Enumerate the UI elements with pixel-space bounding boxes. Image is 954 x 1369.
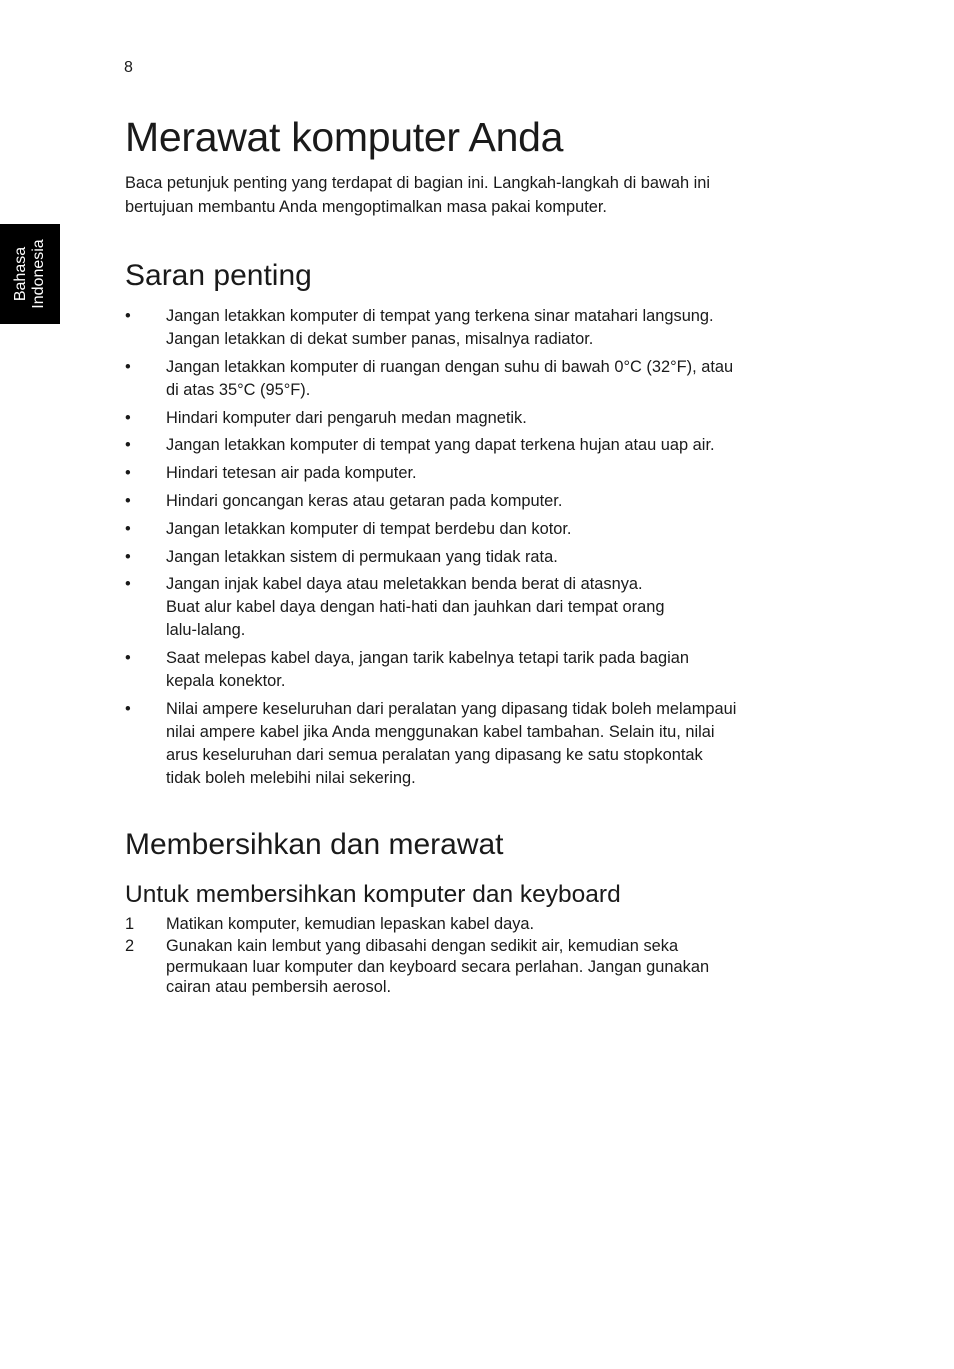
bullet-symbol: • bbox=[125, 699, 131, 718]
bullet-item bbox=[125, 518, 815, 541]
bullet-item-text: Hindari komputer dari pengaruh medan magnetik. bbox=[166, 408, 527, 427]
bullet-item bbox=[125, 546, 815, 569]
bullet-item bbox=[125, 573, 815, 642]
bullet-item-text: Hindari goncangan keras atau getaran pada komputer. bbox=[166, 491, 563, 510]
step-text: cairan atau pembersih aerosol. bbox=[166, 978, 392, 997]
bullet-symbol: • bbox=[125, 357, 131, 376]
bullet-item-text: Jangan letakkan komputer di tempat yang terkena sinar matahari langsung. bbox=[166, 307, 714, 325]
bullet-item-text: Jangan letakkan di dekat sumber panas, misalnya radiator. bbox=[166, 330, 594, 348]
bullet-symbol: • bbox=[125, 649, 131, 668]
saran-bullet-list bbox=[125, 305, 815, 790]
bullet-item bbox=[125, 434, 815, 457]
bullet-item-text: Jangan letakkan komputer di ruangan dengan suhu di bawah 0°C (32°F), atau bbox=[166, 357, 734, 376]
page-title: Merawat komputer Anda bbox=[125, 114, 564, 160]
bullet-item bbox=[125, 490, 815, 513]
bullet-item-text: arus keseluruhan dari semua peralatan yang dipasang ke satu stopkontak bbox=[166, 745, 703, 764]
language-tab-line-1: Bahasa bbox=[12, 246, 29, 302]
bullet-item-text: Hindari tetesan air pada komputer. bbox=[166, 464, 417, 483]
bullet-item-text: Buat alur kabel daya dengan hati-hati dan jauhkan dari tempat orang bbox=[166, 598, 665, 617]
bullet-item-text: tidak boleh melebihi nilai sekering. bbox=[166, 768, 416, 787]
bullet-item-text: Saat melepas kabel daya, jangan tarik kabelnya tetapi tarik pada bagian bbox=[166, 649, 690, 668]
bullet-symbol: • bbox=[125, 519, 131, 538]
subsection-heading-keyboard: Untuk membersihkan komputer dan keyboard bbox=[125, 880, 621, 908]
bullet-symbol: • bbox=[125, 491, 131, 510]
bullet-item-text: Jangan letakkan sistem di permukaan yang tidak rata. bbox=[166, 547, 558, 566]
bullet-symbol: • bbox=[125, 547, 131, 566]
bullet-symbol: • bbox=[125, 464, 131, 483]
bullet-symbol: • bbox=[125, 575, 131, 594]
step-item bbox=[125, 914, 815, 935]
page-content bbox=[125, 112, 815, 1000]
step-text: permukaan luar komputer dan keyboard secara perlahan. Jangan gunakan bbox=[166, 957, 710, 976]
language-tab-label bbox=[12, 239, 48, 308]
bullet-item-text: Jangan letakkan komputer di tempat yang dapat terkena hujan atau uap air. bbox=[166, 436, 715, 455]
bullet-item-text: di atas 35°C (95°F). bbox=[166, 380, 311, 399]
bullet-item bbox=[125, 305, 815, 351]
section-heading-membersihkan: Membersihkan dan merawat bbox=[125, 827, 504, 861]
bullet-item-text: nilai ampere kabel jika Anda menggunakan kabel tambahan. Selain itu, nilai bbox=[166, 722, 715, 741]
bullet-item bbox=[125, 356, 815, 402]
bullet-symbol: • bbox=[125, 436, 131, 455]
language-side-tab bbox=[0, 224, 60, 324]
bullet-item-text: Jangan letakkan komputer di tempat berdebu dan kotor. bbox=[166, 519, 572, 538]
step-number: 2 bbox=[125, 937, 135, 956]
step-text: Gunakan kain lembut yang dibasahi dengan sedikit air, kemudian seka bbox=[166, 937, 679, 956]
bullet-item bbox=[125, 462, 815, 485]
bullet-item-text: Jangan injak kabel daya atau meletakkan benda berat di atasnya. bbox=[166, 575, 643, 594]
bullet-symbol: • bbox=[125, 307, 131, 325]
bullet-item bbox=[125, 698, 815, 790]
cleaning-steps-list bbox=[125, 914, 815, 998]
bullet-item bbox=[125, 647, 815, 693]
bullet-item-text: Nilai ampere keseluruhan dari peralatan yang dipasang tidak boleh melampaui bbox=[166, 699, 737, 718]
bullet-item bbox=[125, 407, 815, 430]
page-number: 8 bbox=[124, 59, 133, 76]
intro-paragraph bbox=[125, 171, 815, 219]
step-text: Matikan komputer, kemudian lepaskan kabel daya. bbox=[166, 914, 535, 933]
language-tab-line-2: Indonesia bbox=[30, 239, 47, 309]
step-item bbox=[125, 936, 815, 998]
intro-line-2: bertujuan membantu Anda mengoptimalkan masa pakai komputer. bbox=[125, 198, 607, 216]
step-number: 1 bbox=[125, 914, 135, 933]
intro-line-1: Baca petunjuk penting yang terdapat di bagian ini. Langkah-langkah di bawah ini bbox=[125, 174, 711, 192]
bullet-symbol: • bbox=[125, 408, 131, 427]
section-heading-saran: Saran penting bbox=[125, 259, 312, 292]
bullet-item-text: lalu-lalang. bbox=[166, 621, 246, 640]
bullet-item-text: kepala konektor. bbox=[166, 672, 286, 691]
